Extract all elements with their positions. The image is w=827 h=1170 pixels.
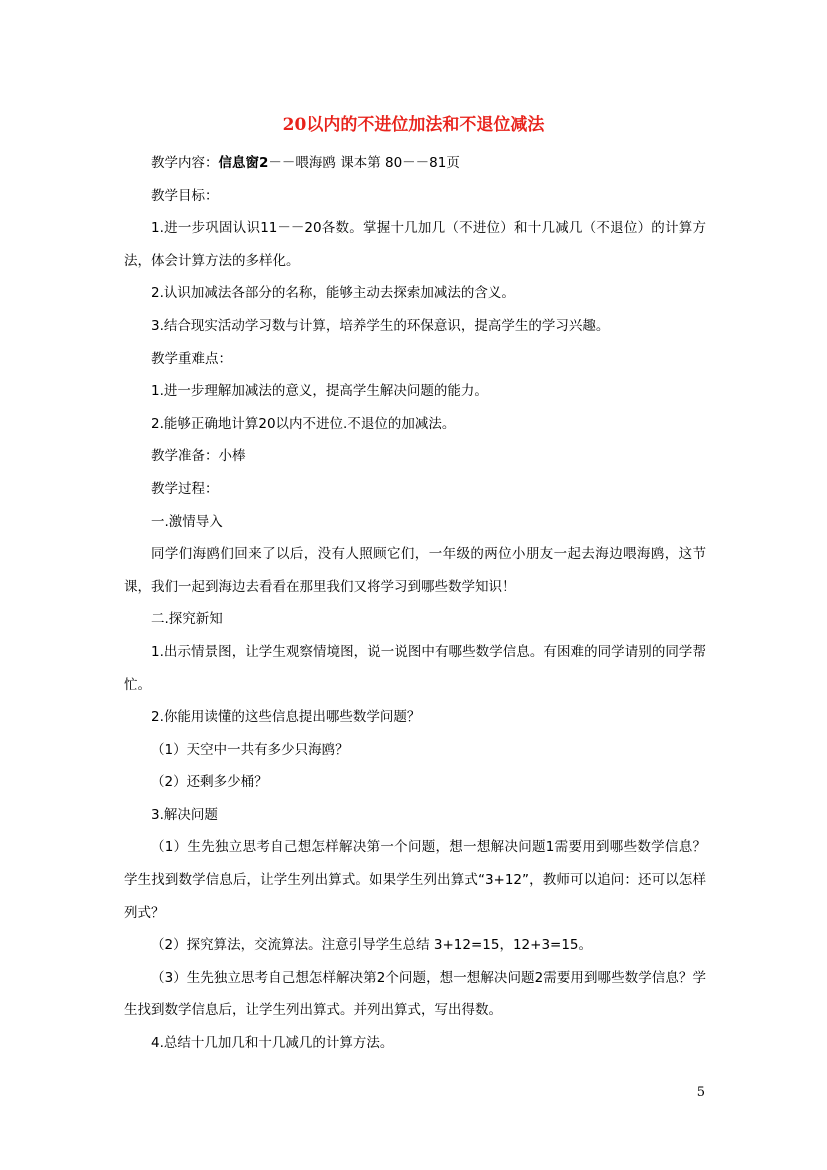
paragraph: （3）生先独立思考自己想怎样解决第2个问题，想一想解决问题2需要用到哪些数学信息？学生找到数学信息后，让学生列出算式。并列出算式，写出得数。: [124, 969, 706, 1019]
paragraph: 1.进一步巩固认识11－－20各数。掌握十几加几（不进位）和十几减几（不退位）的计算方法，体会计算方法的多样化。: [124, 220, 706, 269]
paragraph: 教学目标：: [151, 187, 219, 204]
content-bold: 信息窗2: [218, 155, 269, 171]
content-prefix: 教学内容：: [151, 155, 219, 171]
page-number: 5: [696, 1085, 705, 1100]
document-body: [124, 147, 706, 1060]
paragraph: 一.激情导入: [151, 513, 223, 530]
paragraph: 2.能够正确地计算20以内不进位.不退位的加减法。: [151, 415, 456, 432]
content-rest: －－喂海鸥 课本第 80－－81页: [268, 155, 460, 171]
teaching-content-line: [124, 147, 706, 180]
paragraph: （2）还剩多少桶？: [151, 774, 268, 791]
paragraph: 教学过程：: [151, 480, 219, 497]
paragraph: 2.认识加减法各部分的名称，能够主动去探索加减法的含义。: [151, 285, 515, 302]
paragraph: 3.解决问题: [151, 806, 218, 823]
paragraph: 1.进一步理解加减法的意义，提高学生解决问题的能力。: [151, 383, 488, 400]
paragraph: （2）探究算法，交流算法。注意引导学生总结 3+12=15，12+3=15。: [151, 937, 593, 954]
paragraph: 教学重难点：: [151, 350, 232, 367]
paragraph: （1）生先独立思考自己想怎样解决第一个问题，想一想解决问题1需要用到哪些数学信息？学生找到数学信息后，让学生列出算式。如果学生列出算式“3+12”，教师可以追问：还可以怎样列式？: [124, 839, 706, 921]
paragraph: （1）天空中一共有多少只海鸥？: [151, 741, 349, 758]
paragraph: 同学们海鸥们回来了以后，没有人照顾它们，一年级的两位小朋友一起去海边喂海鸥，这节课，我们一起到海边去看看在那里我们又将学习到哪些数学知识！: [124, 546, 706, 595]
paragraph: 1.出示情景图，让学生观察情境图，说一说图中有哪些数学信息。有困难的同学请别的同学帮忙。: [124, 643, 706, 693]
paragraph: 二.探究新知: [151, 611, 223, 628]
document-title: 20以内的不进位加法和不退位减法: [282, 115, 545, 135]
paragraph: 教学准备：小棒: [151, 448, 246, 465]
paragraph: 4.总结十几加几和十几减几的计算方法。: [151, 1035, 394, 1052]
paragraph: 3.结合现实活动学习数与计算，培养学生的环保意识，提高学生的学习兴趣。: [151, 317, 610, 334]
paragraph: 2.你能用读懂的这些信息提出哪些数学问题？: [151, 709, 421, 726]
